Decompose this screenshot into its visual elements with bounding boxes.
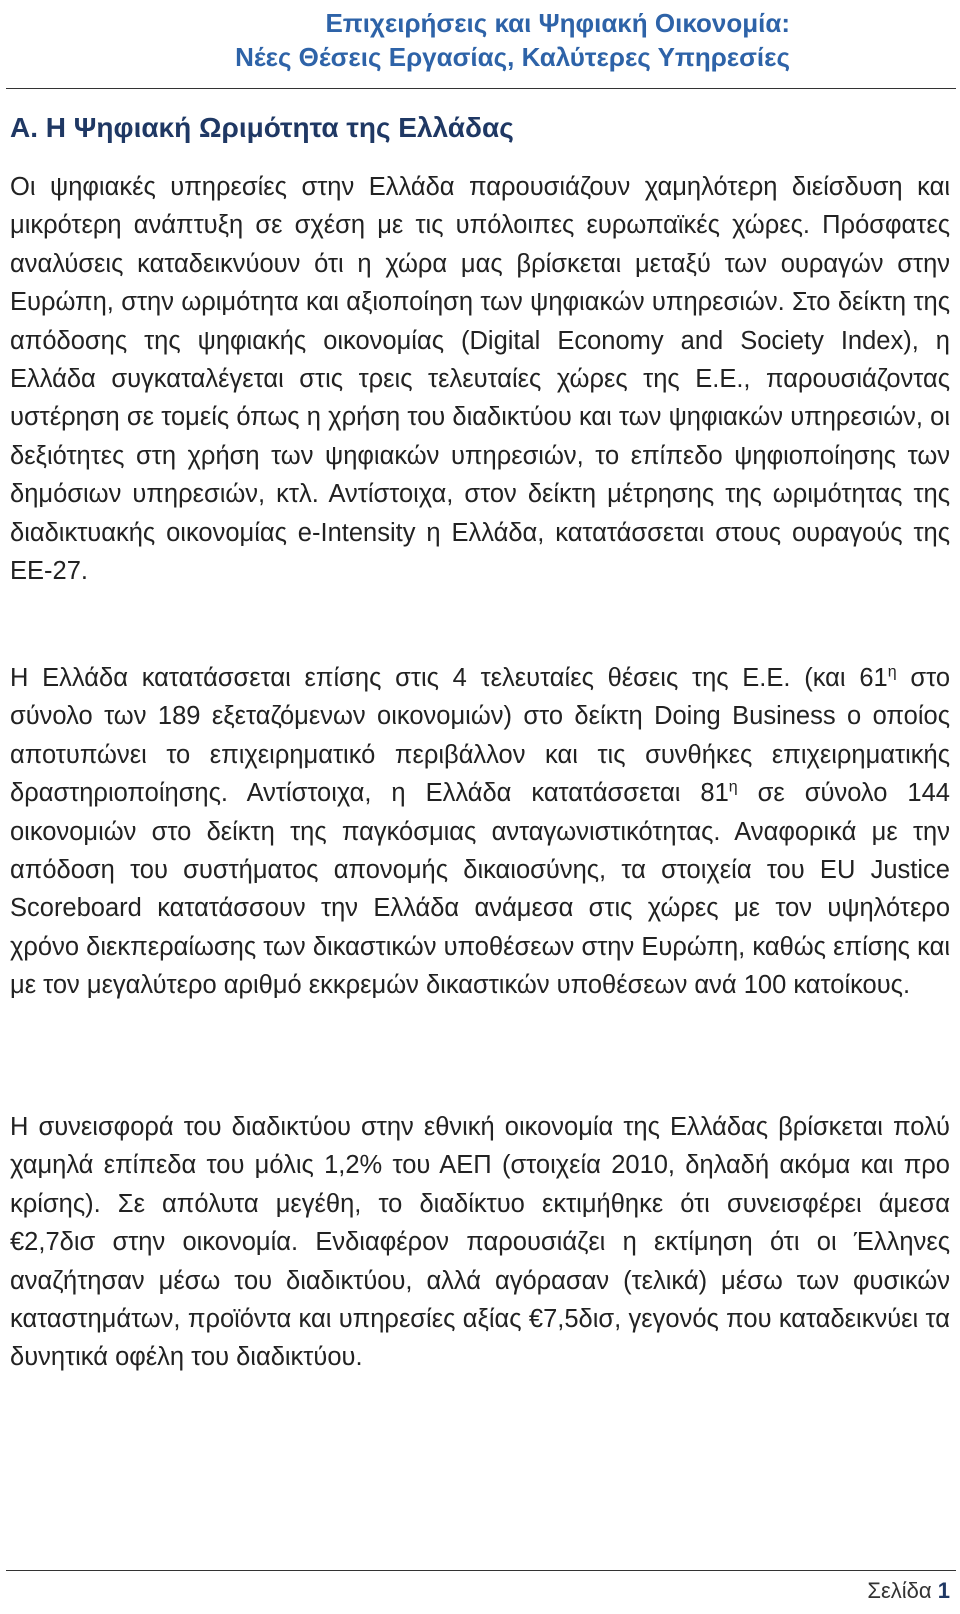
paragraph-1: Οι ψηφιακές υπηρεσίες στην Ελλάδα παρουσιάζουν χαμηλότερη διείσδυση και μικρότερη ανάπτυξη σε σχέση με τις υπόλοιπες ευρωπαϊκές χώρες. Πρόσφατες αναλύσεις καταδεικνύουν ότι η χώρα μας βρίσκεται μεταξύ των ουραγών στην Ευρώπη, στην ωριμότητα και αξιοποίηση των ψηφιακών υπηρεσιών. Στο δείκτη της απόδοσης της ψηφιακής οικονομίας (Digital Economy and Society Index), η Ελλάδα συγκαταλέγεται στις τρεις τελευταίες χώρες της Ε.Ε., παρουσιάζοντας υστέρηση σε τομείς όπως η χρήση του διαδικτύου και των ψηφιακών υπηρεσιών, οι δεξιότητες στη χρήση των ψηφιακών υπηρεσιών, το επίπεδο ψηφιοποίησης των δημόσιων υπηρεσιών, κτλ. Αντίστοιχα, στον δείκτη μέτρησης της ωριμότητας της διαδικτυακής οικονομίας e-Intensity η Ελλάδα, κατατάσσεται στους ουραγούς της ΕΕ-27.	[10, 173, 950, 586]
paragraph-3: Η συνεισφορά του διαδικτύου στην εθνική οικονομία της Ελλάδας βρίσκεται πολύ χαμηλά επίπεδα του μόλις 1,2% του ΑΕΠ (στοιχεία 2010, δηλαδή ακόμα και προ κρίσης). Σε απόλυτα μεγέθη, το διαδίκτυο εκτιμήθηκε ότι συνεισφέρει άμεσα €2,7δισ στην οικονομία. Ενδιαφέρον παρουσιάζει η εκτίμηση ότι οι Έλληνες αναζήτησαν μέσω του διαδικτύου, αλλά αγόρασαν (τελικά) μέσω των φυσικών καταστημάτων, προϊόντα και υπηρεσίες αξίας €7,5δισ, γεγονός που καταδεικνύει τα δυνητικά οφέλη του διαδικτύου.	[10, 1113, 950, 1372]
title-line-1: Επιχειρήσεις και Ψηφιακή Οικονομία:	[325, 8, 790, 38]
paragraph-2-part-1: Η Ελλάδα κατατάσσεται επίσης στις 4 τελευταίες θέσεις της Ε.Ε. (και 61	[10, 664, 888, 692]
footer-divider	[6, 1570, 956, 1571]
page-number: 1	[937, 1578, 950, 1603]
ordinal-superscript: η	[728, 778, 738, 796]
paragraph-2-part-2: στο σύνολο των 189 εξεταζόμενων οικονομιών) στο δείκτη Doing Business ο οποίος αποτυπώνει το επιχειρηματικό περιβάλλον και τις συνθήκες επιχειρηματικής δραστηριοποίησης. Αντίστοιχα, η Ελλάδα κατατάσσεται 81	[10, 664, 950, 808]
paragraph-2	[10, 659, 950, 1005]
title-line-2: Νέες Θέσεις Εργασίας, Καλύτερες Υπηρεσίες	[235, 42, 790, 72]
page-footer	[867, 1578, 950, 1604]
ordinal-superscript: η	[887, 663, 897, 681]
header-divider	[6, 88, 956, 89]
paragraph-2-part-3: σε σύνολο 144 οικονομιών στο δείκτη της παγκόσμιας ανταγωνιστικότητας. Αναφορικά με την απόδοση του συστήματος απονομής δικαιοσύνης, τα στοιχεία του EU Justice Scoreboard κατατάσσουν την Ελλάδα ανάμεσα στις χώρες με τον υψηλότερο χρόνο διεκπεραίωσης των δικαστικών υποθέσεων στην Ευρώπη, καθώς επίσης και με τον μεγαλύτερο αριθμό εκκρεμών δικαστικών υποθέσεων ανά 100 κατοίκους.	[10, 779, 950, 1000]
page-label: Σελίδα	[867, 1578, 932, 1603]
section-heading: Α. Η Ψηφιακή Ωριμότητα της Ελλάδας	[10, 112, 514, 143]
document-title	[0, 6, 790, 74]
